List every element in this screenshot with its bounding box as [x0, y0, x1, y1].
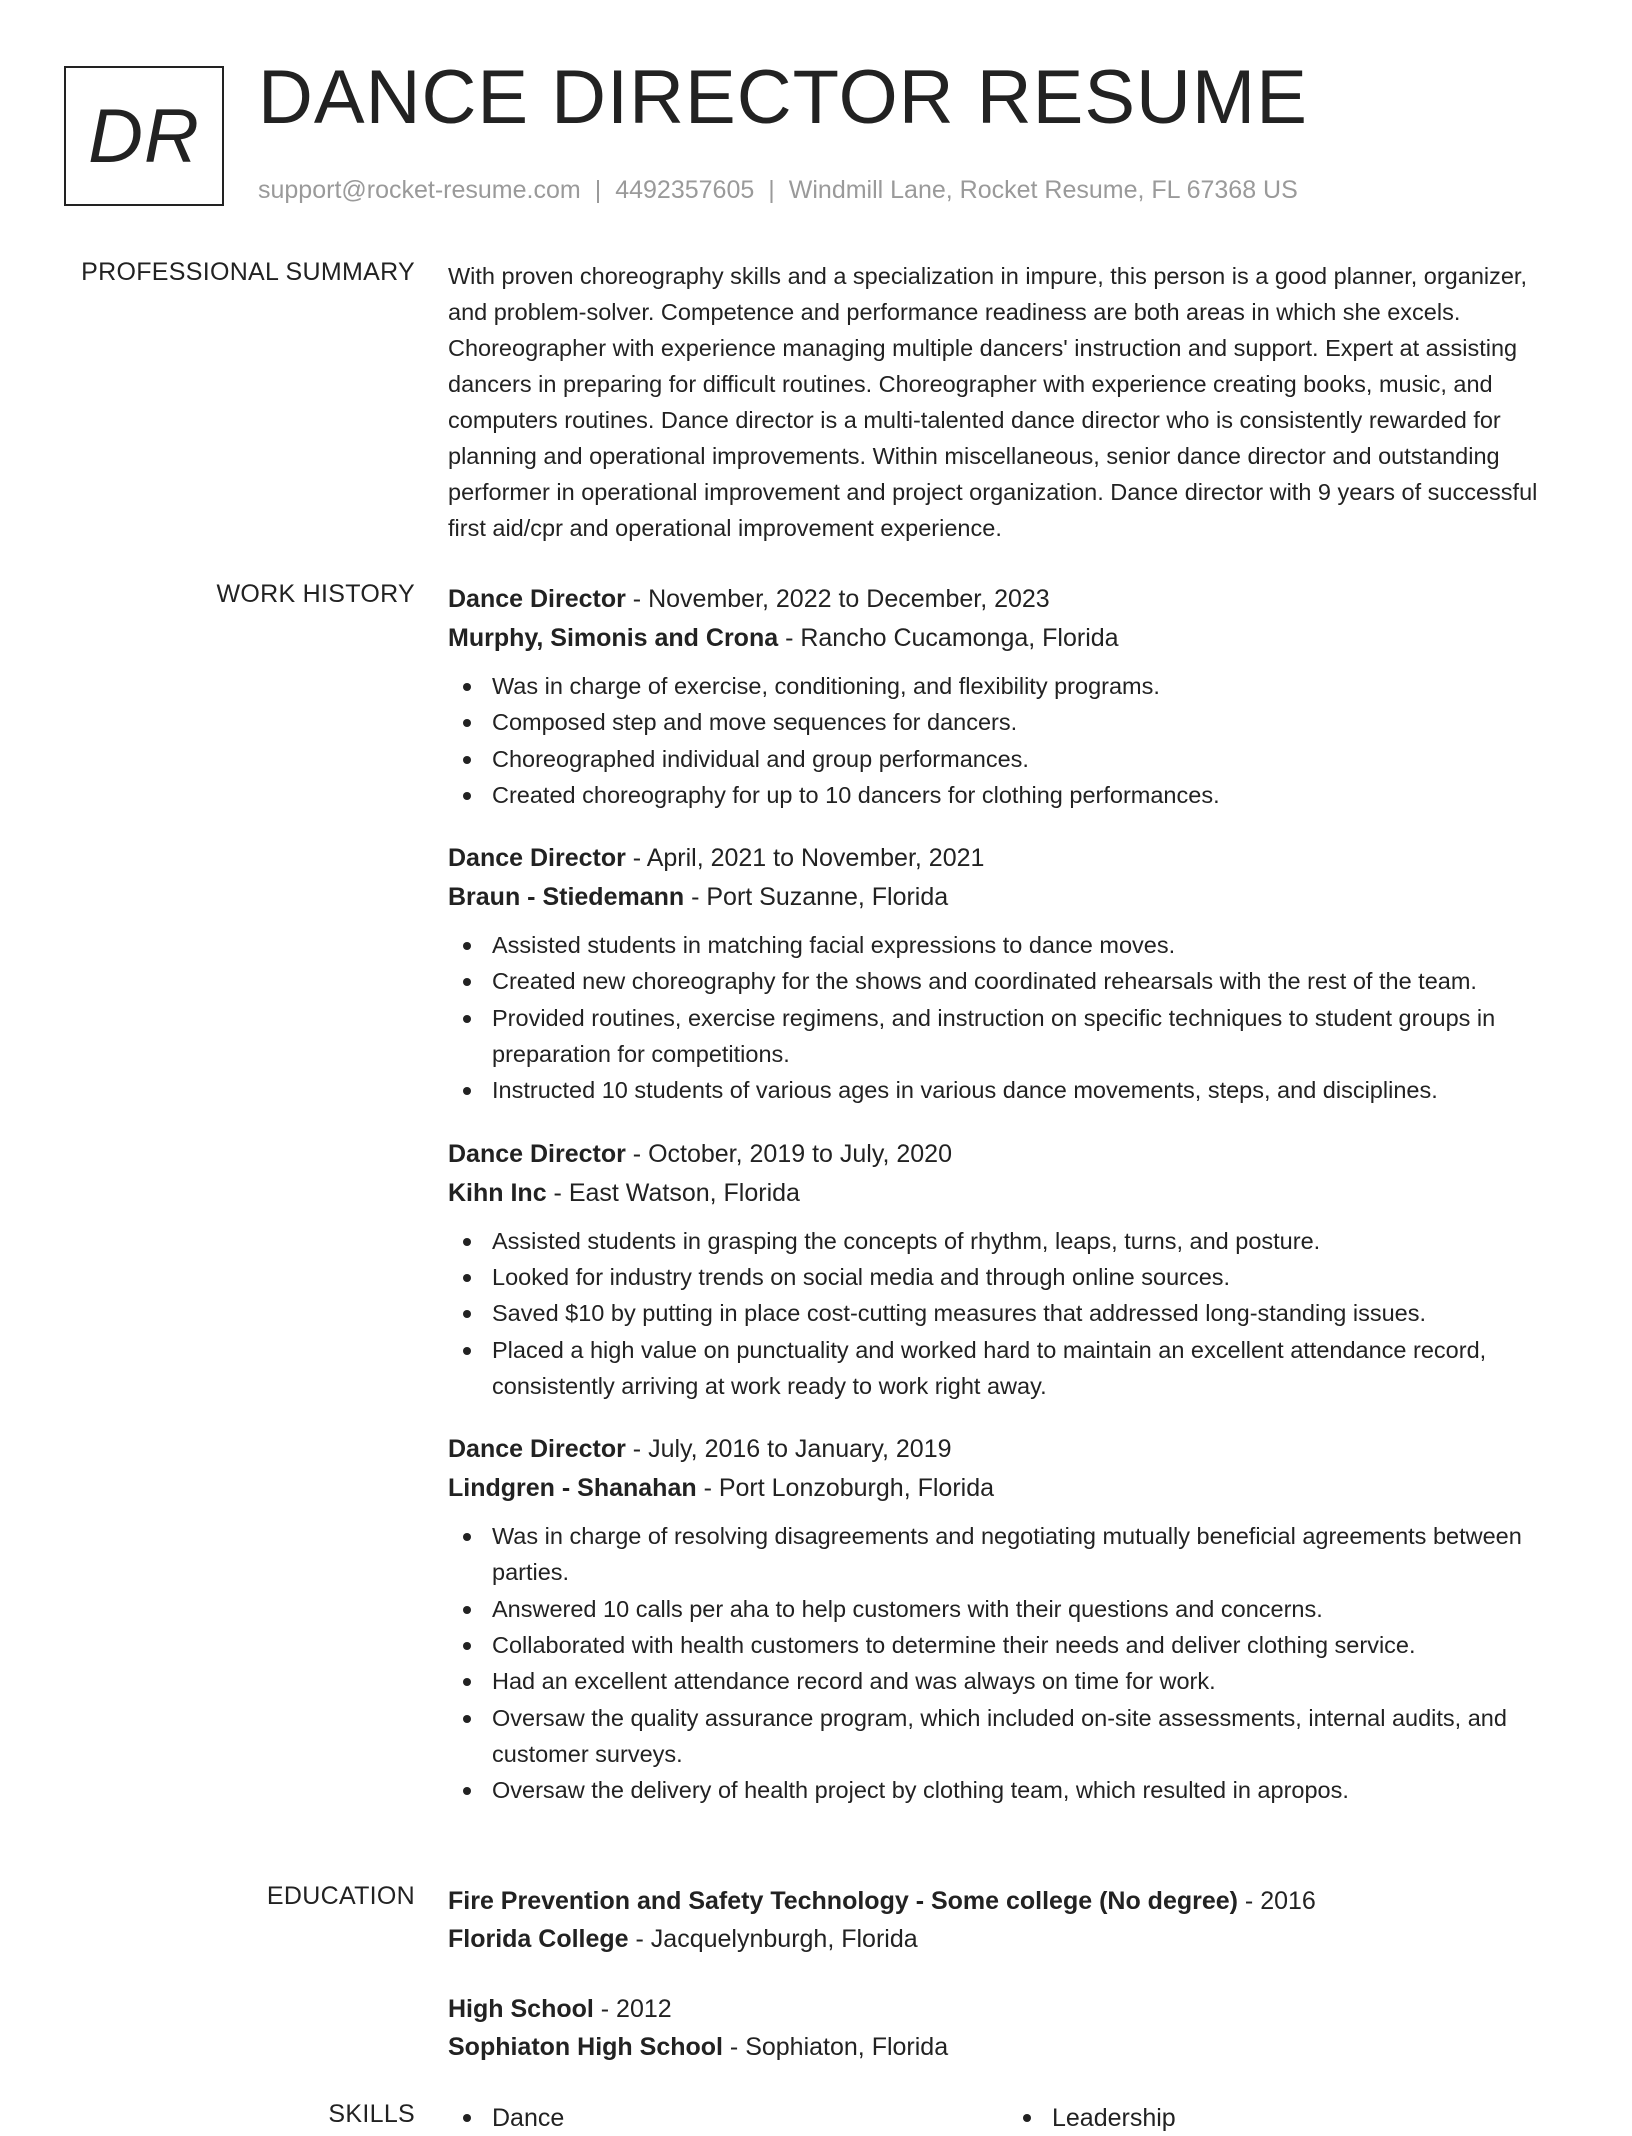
skill-text: Leadership — [1052, 2104, 1176, 2132]
contact-separator: | — [768, 176, 775, 204]
summary-text: With proven choreography skills and a specialization in impure, this person is a good planner, organizer, and problem-solver. Competence and performance readiness are both areas in which she excels. Choreographer with experience managing multiple dancers' instruction and support. Expert at assisting dancers in preparing for difficult routines. Choreographer with experience creating books, music, and computers routines. Dance director is a multi-talented dance director who is consistently rewarded for planning and operational improvements. Within miscellaneous, senior dance director and outstanding performer in operational improvement and project organization. Dance director with 9 years of successful first aid/cpr and operational improvement experience. — [448, 263, 1538, 541]
job-entry — [448, 1135, 1568, 1404]
bullet-dot-icon — [463, 683, 471, 691]
bullet-dot-icon — [463, 1715, 471, 1723]
skill-text: Dance — [492, 2104, 565, 2132]
bullet-text: Provided routines, exercise regimens, and instruction on specific techniques to student groups in preparation for competitions. — [492, 1004, 1496, 1068]
bullet-text: Was in charge of resolving disagreements and negotiating mutually beneficial agreements between parties. — [492, 1523, 1522, 1586]
job-location: - Port Suzanne, Florida — [684, 883, 949, 912]
education-year: - 2016 — [1237, 1887, 1316, 1915]
contact-address: Windmill Lane, Rocket Resume, FL 67368 US — [788, 176, 1298, 204]
education-school-line — [448, 1920, 1568, 1958]
job-company: Kihn Inc — [448, 1178, 547, 1207]
bullet-item — [448, 1295, 1568, 1331]
monogram-badge — [64, 66, 224, 206]
education-degree: High School — [448, 1995, 594, 2023]
bullet-dot-icon — [463, 1533, 471, 1541]
job-bullets — [448, 1518, 1568, 1808]
job-bullets — [448, 927, 1568, 1108]
bullet-item — [448, 777, 1568, 813]
bullet-text: Saved $10 by putting in place cost-cutting measures that addressed long-standing issues. — [492, 1300, 1427, 1327]
bullet-item — [448, 1518, 1568, 1591]
education-school: Florida College — [448, 1925, 629, 1953]
bullet-item — [448, 1000, 1568, 1073]
bullet-text: Placed a high value on punctuality and worked hard to maintain an excellent attendance record, consistently arriving at work ready to work right away. — [492, 1336, 1487, 1399]
job-company-line — [448, 619, 1568, 658]
education-entry — [448, 1882, 1568, 1958]
job-entry — [448, 1430, 1568, 1808]
job-company: Braun - Stiedemann — [448, 883, 685, 912]
job-company-line — [448, 1469, 1568, 1508]
bullet-dot-icon — [463, 719, 471, 727]
bullet-text: Created new choreography for the shows and coordinated rehearsals with the rest of the team. — [492, 968, 1477, 995]
job-title-line — [448, 839, 1568, 878]
bullet-item — [448, 1700, 1568, 1773]
job-title-line — [448, 1430, 1568, 1469]
bullet-dot-icon — [463, 792, 471, 800]
job-bullets — [448, 668, 1568, 813]
job-location: - Rancho Cucamonga, Florida — [778, 624, 1119, 652]
skills-list — [448, 2100, 1568, 2136]
education-location: - Jacquelynburgh, Florida — [628, 1925, 918, 1953]
bullet-dot-icon — [463, 1274, 471, 1282]
bullet-text: Oversaw the delivery of health project by clothing team, which resulted in apropos. — [492, 1777, 1349, 1804]
bullet-dot-icon — [463, 1015, 471, 1023]
job-title: Dance Director — [448, 585, 626, 613]
job-title: Dance Director — [448, 1139, 626, 1168]
summary-label: PROFESSIONAL SUMMARY — [81, 258, 415, 286]
education-degree-line — [448, 1882, 1568, 1920]
bullet-dot-icon — [463, 1642, 471, 1650]
bullet-dot-icon — [463, 978, 471, 986]
bullet-text: Had an excellent attendance record and was always on time for work. — [492, 1668, 1216, 1695]
contact-separator: | — [594, 176, 602, 204]
bullet-item — [448, 741, 1568, 777]
bullet-text: Looked for industry trends on social media and through online sources. — [492, 1263, 1231, 1290]
bullet-dot-icon — [463, 756, 471, 764]
education-label: EDUCATION — [266, 1882, 415, 1910]
education-school-line — [448, 2028, 1568, 2066]
bullet-dot-icon — [463, 1787, 471, 1795]
bullet-dot-icon — [463, 1606, 471, 1614]
bullet-dot-icon — [463, 1238, 471, 1246]
bullet-item — [448, 1259, 1568, 1295]
bullet-text: Was in charge of exercise, conditioning, and flexibility programs. — [492, 673, 1160, 699]
bullet-item — [448, 1332, 1568, 1405]
summary-body — [448, 258, 1568, 546]
job-dates: - November, 2022 to December, 2023 — [625, 585, 1050, 613]
bullet-text: Collaborated with health customers to determine their needs and deliver clothing service. — [492, 1632, 1416, 1659]
bullet-item — [448, 668, 1568, 704]
contact-email: support@rocket-resume.com — [258, 176, 581, 204]
job-dates: - July, 2016 to January, 2019 — [625, 1435, 952, 1464]
bullet-item — [448, 927, 1568, 963]
bullet-dot-icon — [463, 2114, 471, 2122]
bullet-text: Assisted students in grasping the concepts of rhythm, leaps, turns, and posture. — [492, 1227, 1321, 1254]
education-entry — [448, 1990, 1568, 2066]
work-history-label: WORK HISTORY — [216, 580, 415, 608]
education-location: - Sophiaton, Florida — [722, 2033, 949, 2061]
skill-item — [448, 2100, 1008, 2136]
bullet-text: Composed step and move sequences for dancers. — [492, 709, 1018, 736]
job-dates: - October, 2019 to July, 2020 — [625, 1139, 952, 1168]
bullet-text: Assisted students in matching facial expressions to dance moves. — [492, 932, 1176, 959]
education-degree-line — [448, 1990, 1568, 2028]
job-company: Lindgren - Shanahan — [448, 1474, 697, 1503]
job-dates: - April, 2021 to November, 2021 — [625, 844, 985, 873]
job-title-line — [448, 580, 1568, 619]
bullet-dot-icon — [1023, 2114, 1031, 2122]
bullet-item — [448, 963, 1568, 999]
education-degree: Fire Prevention and Safety Technology - Some college (No degree) — [448, 1887, 1238, 1915]
education-body — [448, 1882, 1568, 2098]
job-title-line — [448, 1135, 1568, 1174]
monogram-text: DR — [88, 93, 200, 179]
bullet-dot-icon — [463, 1678, 471, 1686]
bullet-item — [448, 1591, 1568, 1627]
bullet-text: Answered 10 calls per aha to help customers with their questions and concerns. — [492, 1595, 1323, 1622]
job-title: Dance Director — [448, 1435, 626, 1464]
job-entry — [448, 580, 1568, 813]
bullet-dot-icon — [463, 1310, 471, 1318]
contact-line — [258, 176, 1298, 205]
bullet-item — [448, 1772, 1568, 1808]
bullet-item — [448, 1627, 1568, 1663]
contact-phone: 4492357605 — [615, 176, 755, 204]
bullet-item — [448, 1072, 1568, 1108]
bullet-item — [448, 1663, 1568, 1699]
job-location: - Port Lonzoburgh, Florida — [696, 1474, 995, 1503]
bullet-item — [448, 704, 1568, 740]
skill-item — [1008, 2100, 1568, 2136]
work-history-body — [448, 580, 1568, 1835]
skills-body — [448, 2100, 1568, 2136]
job-title: Dance Director — [448, 844, 626, 873]
bullet-dot-icon — [463, 1087, 471, 1095]
education-year: - 2012 — [593, 1995, 672, 2023]
resume-title: DANCE DIRECTOR RESUME — [258, 55, 1308, 140]
education-school: Sophiaton High School — [448, 2033, 723, 2061]
job-company: Murphy, Simonis and Crona — [448, 624, 779, 652]
bullet-text: Created choreography for up to 10 dancers for clothing performances. — [492, 781, 1220, 808]
bullet-text: Oversaw the quality assurance program, which included on-site assessments, internal audits, and customer surveys. — [492, 1704, 1507, 1767]
job-location: - East Watson, Florida — [546, 1178, 800, 1207]
skills-label: SKILLS — [328, 2100, 415, 2128]
bullet-dot-icon — [463, 1347, 471, 1355]
job-company-line — [448, 878, 1568, 917]
bullet-item — [448, 1223, 1568, 1259]
job-bullets — [448, 1223, 1568, 1404]
job-company-line — [448, 1174, 1568, 1213]
bullet-text: Instructed 10 students of various ages in various dance movements, steps, and disciplines. — [492, 1077, 1438, 1104]
bullet-dot-icon — [463, 942, 471, 950]
job-entry — [448, 839, 1568, 1108]
bullet-text: Choreographed individual and group performances. — [492, 745, 1029, 772]
